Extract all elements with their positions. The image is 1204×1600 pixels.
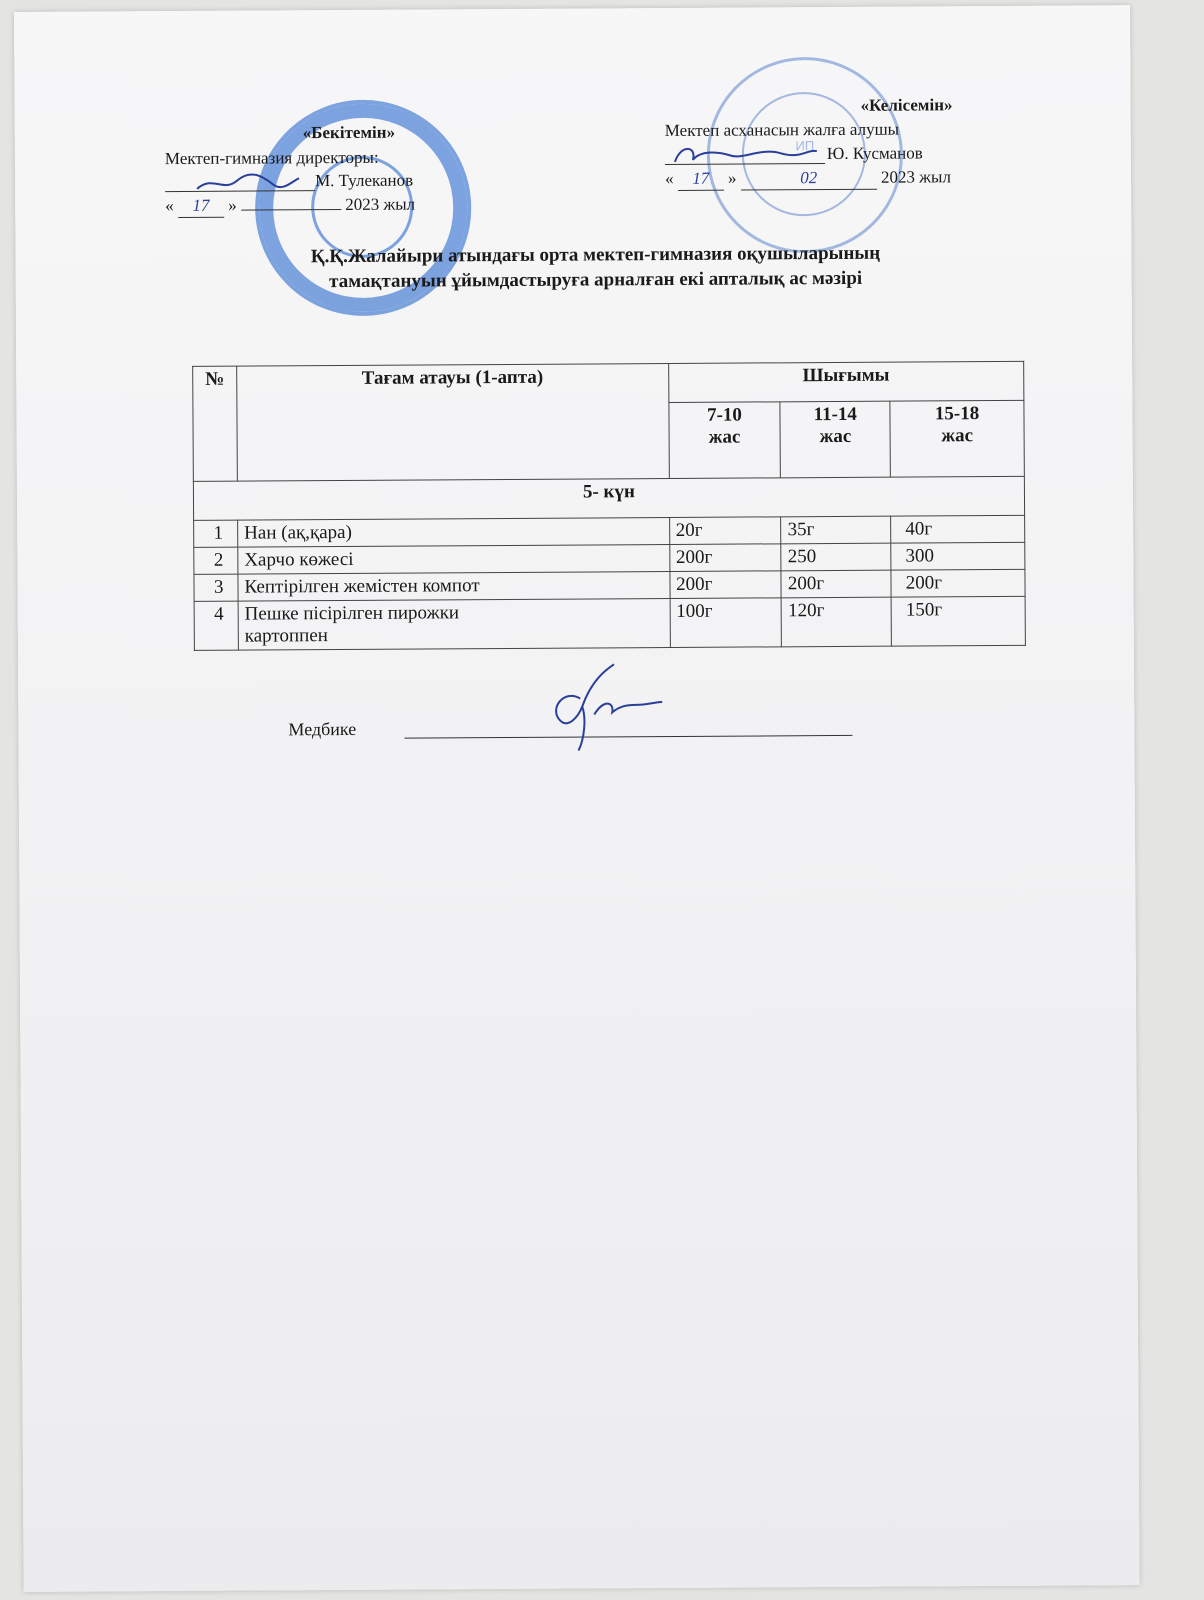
portion-7-10: 200г [670,571,782,599]
document-page [14,5,1140,1592]
table-header-row [193,361,1024,405]
portion-15-18: 300 [891,542,1025,570]
date-close-quote: » [228,195,237,215]
age-range: 15-18 [934,403,980,425]
portion-11-14: 250 [781,543,891,571]
dish-name [238,599,670,651]
dish-name-text: Пешке пісірілген пирожки картоппен [244,602,460,647]
day-label: 5- күн [193,476,1024,520]
age-header-11-14 [780,401,890,478]
col-header-no: № [193,366,238,481]
table-row [194,596,1025,650]
document-title-line1: Қ.Қ.Жалайыри атындағы орта мектеп-гимназия оқушыларының [310,242,881,268]
nurse-label: Медбике [288,718,357,740]
director-signature-icon [193,170,303,195]
row-number: 4 [194,601,238,650]
director-year: 2023 жыл [345,194,416,214]
portion-15-18: 200г [891,569,1025,597]
date-day: 17 [678,168,724,191]
age-header-15-18 [890,400,1024,477]
age-header-7-10 [668,402,780,479]
col-header-name: Тағам атауы (1-апта) [237,364,669,482]
day-row [193,476,1024,520]
approve-label-right: «Келісемін» [860,95,953,115]
date-open-quote: « [664,168,674,189]
date-month: 02 [741,167,877,191]
date-day: 17 [178,195,224,218]
dish-name: Кептірілген жемістен компот [238,572,670,602]
portion-7-10: 200г [669,544,781,572]
row-number: 2 [194,547,238,574]
director-position: Мектеп-гимназия директоры: [164,147,379,169]
seal-center-text: ИП [795,138,815,154]
month-blank [241,209,341,211]
age-unit: жас [941,425,974,447]
dish-name: Харчо көжесі [238,545,670,575]
row-number: 1 [194,520,238,547]
tenant-position: Мектеп асханасын жалға алушы [664,119,900,141]
director-date [165,194,415,219]
portion-7-10: 100г [670,598,782,648]
approve-label-left: «Бекітемін» [302,122,396,143]
dish-name: Нан (ақ,қара) [238,518,670,548]
age-unit: жас [708,426,741,448]
age-range: 11-14 [813,403,857,426]
nurse-signature-icon [534,658,665,755]
row-number: 3 [194,574,238,601]
col-header-output: Шығымы [668,361,1024,402]
director-name: М. Тулеканов [314,170,414,191]
document-title-line2: тамақтануын ұйымдастыруға арналған екі апталық ас мәзірі [329,267,863,293]
age-range: 7-10 [706,404,742,426]
date-close-quote: » [727,168,737,188]
portion-11-14: 120г [781,597,891,647]
portion-7-10: 20г [669,517,781,545]
tenant-date [665,166,951,191]
portion-11-14: 200г [781,570,891,598]
tenant-signature-icon [671,141,821,168]
age-unit: жас [819,425,852,448]
tenant-year: 2023 жыл [880,167,951,187]
portion-15-18: 150г [891,596,1025,646]
portion-11-14: 35г [781,516,891,544]
menu-table [192,361,1026,651]
date-open-quote: « [165,196,174,216]
tenant-name: Ю. Кусманов [826,143,923,164]
portion-15-18: 40г [891,515,1025,543]
